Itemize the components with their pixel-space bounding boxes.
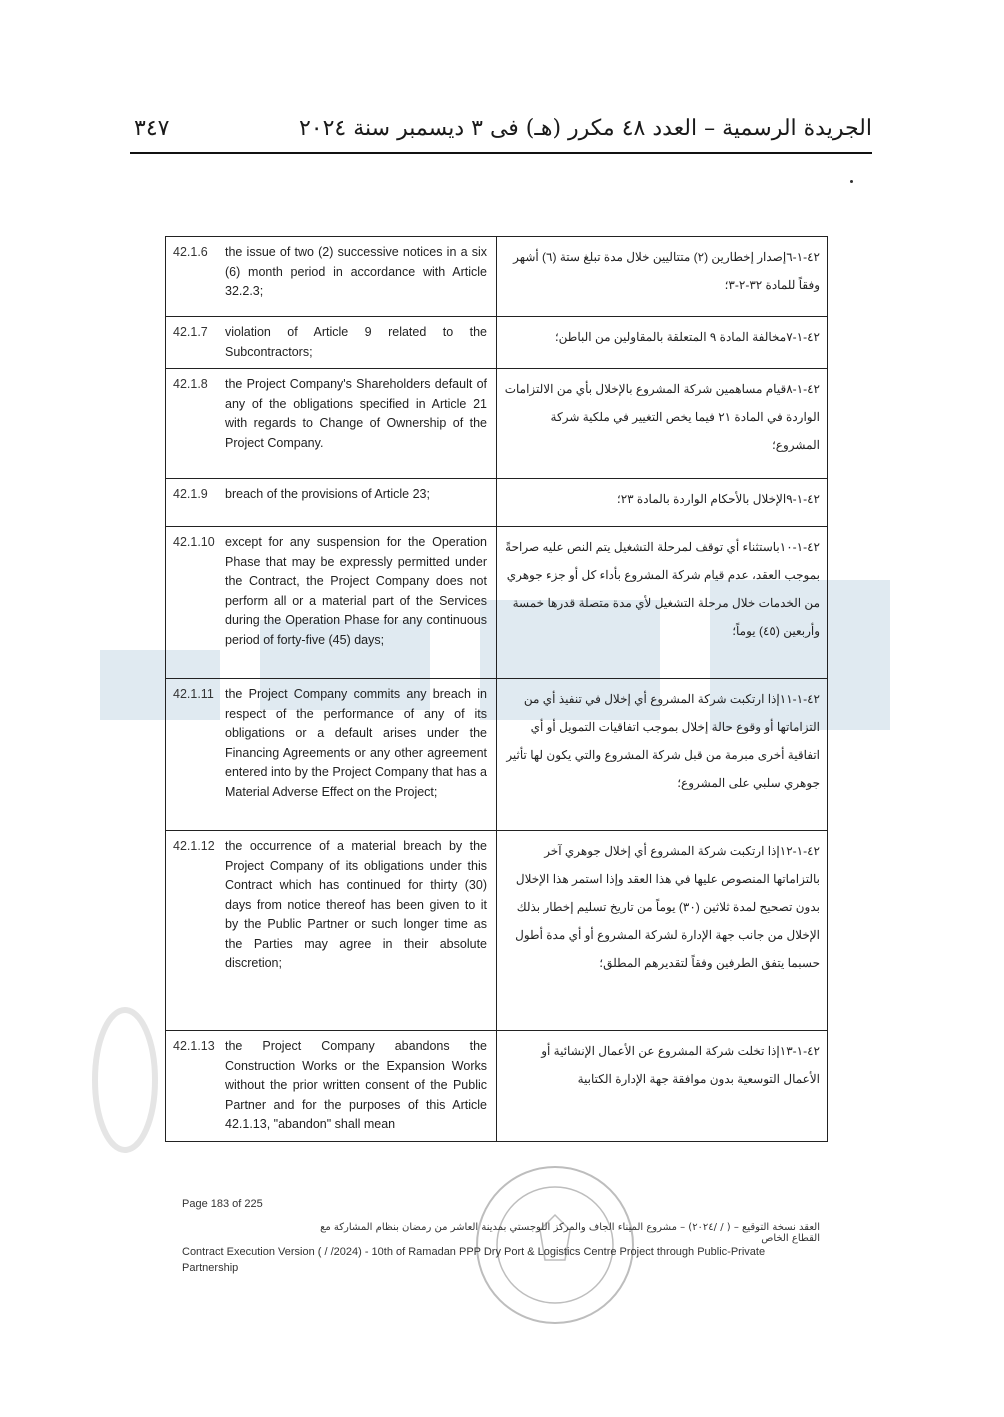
- clause-text-en: violation of Article 9 related to the Subcontractors;: [225, 325, 487, 359]
- clause-number: 42.1.11: [173, 687, 214, 701]
- english-cell: [166, 237, 497, 317]
- arabic-cell: [497, 317, 828, 369]
- arabic-cell: [497, 369, 828, 479]
- table-row: [166, 237, 828, 317]
- clause-text-ar: ٤٢-١-٦إصدار إخطارين (٢) متتاليين خلال مدة تبلغ ستة (٦) أشهر وفقاً للمادة ٣٢-٢-٣؛: [513, 250, 820, 292]
- table-row: [166, 317, 828, 369]
- clause-text-ar: ٤٢-١-١٠باستثناء أي توقف لمرحلة التشغيل يتم النص عليه صراحةً بموجب العقد، عدم قيام شركة المشروع بأداء كل أو جزء جوهري من الخدمات خلال مرحلة التشغيل لأي مدة متصلة قدرها خمسة وأربعين (٤٥) يوماً؛: [505, 540, 820, 638]
- english-cell: [166, 369, 497, 479]
- clause-number: 42.1.10: [173, 535, 215, 549]
- clause-text-ar: ٤٢-١-٨قيام مساهمين شركة المشروع بالإخلال بأي من الالتزامات الواردة في المادة ٢١ فيما يخص التغيير في ملكية شركة المشروع؛: [504, 382, 820, 452]
- gazette-title: الجريدة الرسمية – العدد ٤٨ مكرر (هـ) فى ٣ ديسمبر سنة ٢٠٢٤: [298, 116, 872, 141]
- page-header: [130, 112, 872, 154]
- table-row: [166, 479, 828, 527]
- table-row: [166, 679, 828, 831]
- arabic-cell: [497, 527, 828, 679]
- footer-english-version: Contract Execution Version ( / /2024) - 10th of Ramadan PPP Dry Port & Logistics Centre Project through Public-Private Partnership: [182, 1246, 766, 1274]
- clause-text-en: the occurrence of a material breach by the Project Company of its obligations under this Contract which has continued for thirty (30) days from notice thereof has been given to it by the Public Partner or such longer time as the Parties may agree in their absolute discretion;: [225, 839, 487, 970]
- clause-text-en: the Project Company's Shareholders default of any of the obligations specified in Article 21 with regards to Change of Ownership of the Project Company.: [225, 377, 487, 450]
- clause-number: 42.1.13: [173, 1039, 215, 1053]
- clauses-table: [165, 236, 828, 1142]
- clause-text-ar: ٤٢-١-١١إذا ارتكبت شركة المشروع أي إخلال في تنفيذ أي من التزاماتها أو وقوع حالة إخلال بموجب اتفاقيات التمويل أو أي اتفاقية أخرى مبرمة من قبل شركة المشروع والتي يكون لها تأثير جوهري سلبي على المشروع؛: [506, 692, 820, 790]
- clause-number: 42.1.7: [173, 325, 208, 339]
- clause-text-en: except for any suspension for the Operation Phase that may be expressly permitted under the Contract, the Project Company does not perform all or a material part of the Services during the Operation Phase for any continuous period of forty-five (45) days;: [225, 535, 487, 647]
- clause-number: 42.1.6: [173, 245, 208, 259]
- footer-arabic-version: العقد نسخة التوقيع – ( / /٢٠٢٤) – مشروع الميناء الجاف والمركز اللوجستي بمدينة العاشر من رمضان بنظام المشاركة مع القطاع الخاص: [320, 1222, 820, 1244]
- clause-text-ar: ٤٢-١-٧مخالفة المادة ٩ المتعلقة بالمقاولين من الباطن؛: [554, 330, 820, 344]
- clause-text-en: the Project Company abandons the Construction Works or the Expansion Works without the prior written consent of the Public Partner and for the purposes of this Article 42.1.13, "abandon" shall mean: [225, 1039, 487, 1131]
- clause-number: 42.1.12: [173, 839, 215, 853]
- arabic-cell: [497, 831, 828, 1031]
- table-row: [166, 831, 828, 1031]
- clause-text-en: the Project Company commits any breach in respect of the performance of any of its obligations or a default arises under the Financing Agreements or any other agreement entered into by the Project Company that has a Material Adverse Effect on the Project;: [225, 687, 487, 799]
- english-cell: [166, 527, 497, 679]
- watermark-seal: [80, 1000, 170, 1160]
- arabic-cell: [497, 237, 828, 317]
- arabic-cell: [497, 1031, 828, 1142]
- english-cell: [166, 317, 497, 369]
- clause-number: 42.1.9: [173, 487, 208, 501]
- footer-page-number: Page 183 of 225: [182, 1198, 263, 1210]
- english-cell: [166, 1031, 497, 1142]
- clause-text-ar: ٤٢-١-١٢إذا ارتكبت شركة المشروع أي إخلال جوهري آخر بالتزاماتها المنصوص عليها في هذا العقد وإذا استمر هذا الإخلال بدون تصحيح لمدة ثلاثين (٣٠) يوماً من تاريخ تسليم إخطار بذلك الإخلال من جانب جهة الإدارة لشركة المشروع أو أي مدة أطول حسبما يتفق الطرفين وفقاً لتقديرهم المطلق؛: [515, 844, 820, 970]
- english-cell: [166, 479, 497, 527]
- table-row: [166, 527, 828, 679]
- arabic-cell: [497, 679, 828, 831]
- clause-text-en: the issue of two (2) successive notices in a six (6) month period in accordance with Article 32.2.3;: [225, 245, 487, 298]
- english-cell: [166, 831, 497, 1031]
- english-cell: [166, 679, 497, 831]
- clause-number: 42.1.8: [173, 377, 208, 391]
- table-row: [166, 369, 828, 479]
- clause-text-en: breach of the provisions of Article 23;: [225, 487, 430, 501]
- clause-text-ar: ٤٢-١-١٣إذا تخلت شركة المشروع عن الأعمال الإنشائية أو الأعمال التوسعية بدون موافقة جهة الإدارة الكتابية: [541, 1044, 820, 1086]
- clause-text-ar: ٤٢-١-٩الإخلال بالأحكام الواردة بالمادة ٢٣؛: [616, 492, 820, 506]
- speck-mark: [850, 180, 853, 183]
- page-number: ٣٤٧: [134, 116, 170, 141]
- table-row: [166, 1031, 828, 1142]
- arabic-cell: [497, 479, 828, 527]
